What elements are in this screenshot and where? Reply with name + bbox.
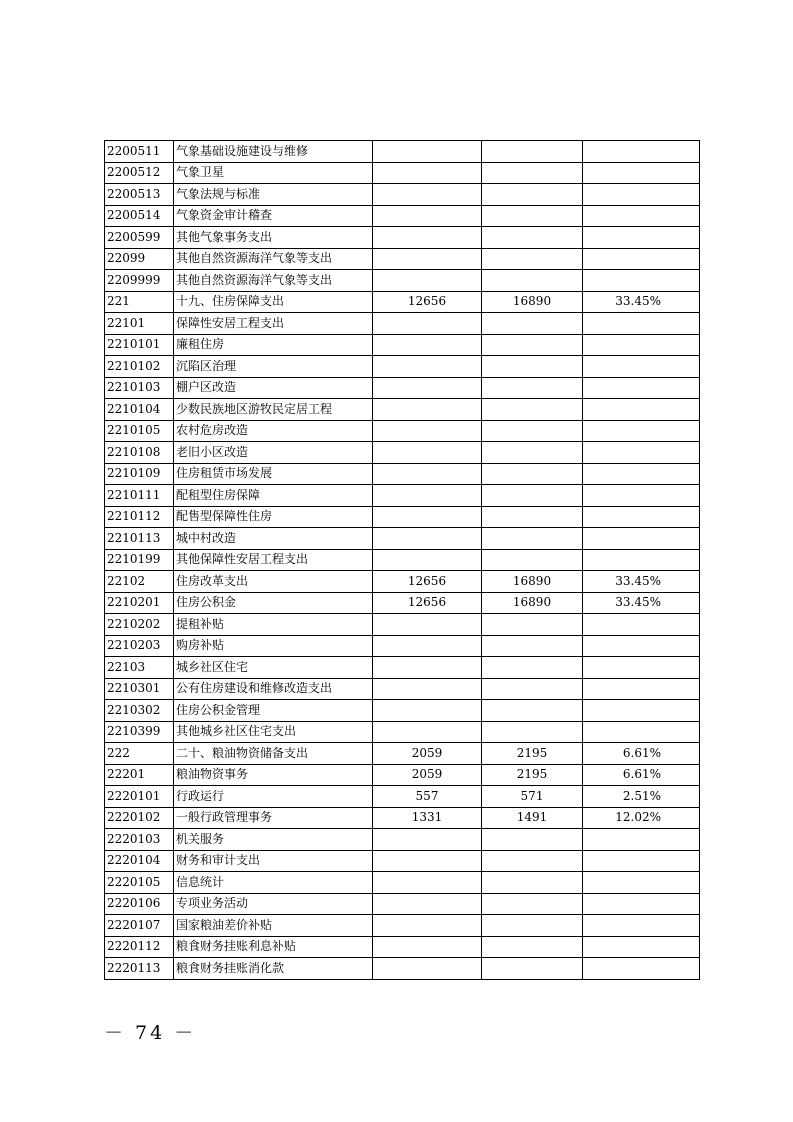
row-name-cell: 农村危房改造 (174, 420, 373, 442)
row-value-1-cell: 12656 (373, 291, 482, 313)
table-row (105, 485, 700, 507)
row-percent-cell (583, 399, 700, 421)
row-name-cell: 国家粮油差价补贴 (174, 915, 373, 937)
row-value-1-cell (373, 356, 482, 378)
table-row (105, 764, 700, 786)
row-value-2-cell: 571 (482, 786, 583, 808)
row-name-cell: 气象基础设施建设与维修 (174, 141, 373, 163)
budget-table (104, 140, 700, 980)
row-code-cell: 2210109 (105, 463, 174, 485)
row-percent-cell (583, 227, 700, 249)
row-value-1-cell (373, 958, 482, 980)
row-value-1-cell: 12656 (373, 592, 482, 614)
table-row (105, 162, 700, 184)
table-row (105, 205, 700, 227)
table-row (105, 399, 700, 421)
row-percent-cell (583, 377, 700, 399)
row-code-cell: 2220103 (105, 829, 174, 851)
row-percent-cell (583, 334, 700, 356)
row-value-2-cell: 1491 (482, 807, 583, 829)
row-value-2-cell (482, 420, 583, 442)
row-percent-cell (583, 915, 700, 937)
row-percent-cell (583, 506, 700, 528)
row-code-cell: 2200599 (105, 227, 174, 249)
row-value-1-cell (373, 721, 482, 743)
row-value-1-cell (373, 377, 482, 399)
row-value-2-cell (482, 506, 583, 528)
row-value-2-cell (482, 141, 583, 163)
row-name-cell: 机关服务 (174, 829, 373, 851)
row-code-cell: 2220107 (105, 915, 174, 937)
row-value-2-cell (482, 399, 583, 421)
table-row (105, 420, 700, 442)
row-code-cell: 2210105 (105, 420, 174, 442)
row-name-cell: 棚户区改造 (174, 377, 373, 399)
row-percent-cell (583, 205, 700, 227)
row-value-1-cell: 12656 (373, 571, 482, 593)
row-percent-cell: 2.51% (583, 786, 700, 808)
row-value-2-cell: 2195 (482, 764, 583, 786)
row-code-cell: 2210108 (105, 442, 174, 464)
row-code-cell: 2210104 (105, 399, 174, 421)
row-value-2-cell (482, 377, 583, 399)
row-percent-cell (583, 549, 700, 571)
row-code-cell: 22101 (105, 313, 174, 335)
row-name-cell: 其他保障性安居工程支出 (174, 549, 373, 571)
row-name-cell: 粮食财务挂账消化款 (174, 958, 373, 980)
row-percent-cell (583, 829, 700, 851)
row-value-1-cell (373, 184, 482, 206)
table-row (105, 915, 700, 937)
row-percent-cell (583, 141, 700, 163)
table-row (105, 184, 700, 206)
row-value-2-cell (482, 958, 583, 980)
table-row (105, 635, 700, 657)
row-value-1-cell (373, 657, 482, 679)
row-code-cell: 2210112 (105, 506, 174, 528)
row-value-2-cell (482, 915, 583, 937)
row-percent-cell (583, 248, 700, 270)
row-code-cell: 2220104 (105, 850, 174, 872)
row-percent-cell: 6.61% (583, 743, 700, 765)
row-value-1-cell (373, 915, 482, 937)
row-value-2-cell (482, 872, 583, 894)
row-code-cell: 221 (105, 291, 174, 313)
row-value-2-cell (482, 721, 583, 743)
table-row (105, 442, 700, 464)
table-row (105, 786, 700, 808)
table-row (105, 743, 700, 765)
row-name-cell: 廉租住房 (174, 334, 373, 356)
row-value-1-cell (373, 442, 482, 464)
row-code-cell: 2200514 (105, 205, 174, 227)
table-row (105, 313, 700, 335)
row-value-2-cell (482, 442, 583, 464)
row-value-1-cell (373, 399, 482, 421)
row-name-cell: 住房公积金管理 (174, 700, 373, 722)
row-code-cell: 2220101 (105, 786, 174, 808)
row-name-cell: 住房公积金 (174, 592, 373, 614)
row-code-cell: 2220113 (105, 958, 174, 980)
row-value-2-cell (482, 184, 583, 206)
row-percent-cell: 12.02% (583, 807, 700, 829)
row-percent-cell (583, 893, 700, 915)
row-name-cell: 一般行政管理事务 (174, 807, 373, 829)
table-row (105, 592, 700, 614)
row-percent-cell (583, 657, 700, 679)
row-percent-cell (583, 614, 700, 636)
row-value-1-cell (373, 829, 482, 851)
row-code-cell: 2200512 (105, 162, 174, 184)
row-percent-cell (583, 313, 700, 335)
row-value-2-cell (482, 850, 583, 872)
row-percent-cell (583, 184, 700, 206)
table-row (105, 528, 700, 550)
row-code-cell: 2210399 (105, 721, 174, 743)
row-code-cell: 22201 (105, 764, 174, 786)
row-code-cell: 2210111 (105, 485, 174, 507)
row-value-1-cell (373, 678, 482, 700)
page-number: － 74 － (104, 1022, 197, 1044)
row-name-cell: 其他自然资源海洋气象等支出 (174, 270, 373, 292)
row-name-cell: 二十、粮油物资储备支出 (174, 743, 373, 765)
row-name-cell: 保障性安居工程支出 (174, 313, 373, 335)
row-code-cell: 22102 (105, 571, 174, 593)
table-row (105, 657, 700, 679)
row-value-2-cell (482, 614, 583, 636)
row-value-1-cell (373, 506, 482, 528)
row-value-1-cell (373, 485, 482, 507)
row-value-2-cell (482, 313, 583, 335)
row-percent-cell: 33.45% (583, 571, 700, 593)
row-name-cell: 少数民族地区游牧民定居工程 (174, 399, 373, 421)
row-value-1-cell (373, 635, 482, 657)
row-percent-cell (583, 872, 700, 894)
row-value-2-cell (482, 936, 583, 958)
row-value-1-cell (373, 162, 482, 184)
table-row (105, 549, 700, 571)
table-row (105, 678, 700, 700)
row-name-cell: 其他城乡社区住宅支出 (174, 721, 373, 743)
row-name-cell: 气象卫星 (174, 162, 373, 184)
row-code-cell: 2220102 (105, 807, 174, 829)
row-value-2-cell: 2195 (482, 743, 583, 765)
table-row (105, 291, 700, 313)
table-row (105, 829, 700, 851)
row-value-1-cell: 2059 (373, 764, 482, 786)
row-value-1-cell (373, 270, 482, 292)
table-row (105, 506, 700, 528)
row-name-cell: 提租补贴 (174, 614, 373, 636)
row-percent-cell (583, 700, 700, 722)
row-percent-cell: 33.45% (583, 592, 700, 614)
row-value-2-cell: 16890 (482, 291, 583, 313)
table-row (105, 141, 700, 163)
row-code-cell: 2209999 (105, 270, 174, 292)
row-percent-cell (583, 463, 700, 485)
row-code-cell: 22103 (105, 657, 174, 679)
row-percent-cell (583, 270, 700, 292)
row-code-cell: 2210202 (105, 614, 174, 636)
row-percent-cell (583, 721, 700, 743)
row-value-1-cell: 2059 (373, 743, 482, 765)
row-name-cell: 老旧小区改造 (174, 442, 373, 464)
row-code-cell: 2200511 (105, 141, 174, 163)
row-name-cell: 粮油物资事务 (174, 764, 373, 786)
row-percent-cell: 33.45% (583, 291, 700, 313)
row-value-1-cell: 1331 (373, 807, 482, 829)
row-code-cell: 2210102 (105, 356, 174, 378)
row-name-cell: 配售型保障性住房 (174, 506, 373, 528)
table-row (105, 334, 700, 356)
row-code-cell: 2210103 (105, 377, 174, 399)
row-value-1-cell (373, 420, 482, 442)
row-value-2-cell (482, 528, 583, 550)
row-code-cell: 2210201 (105, 592, 174, 614)
row-percent-cell (583, 420, 700, 442)
row-name-cell: 十九、住房保障支出 (174, 291, 373, 313)
row-name-cell: 财务和审计支出 (174, 850, 373, 872)
row-code-cell: 2210101 (105, 334, 174, 356)
table-row (105, 807, 700, 829)
table-row (105, 571, 700, 593)
row-value-1-cell (373, 850, 482, 872)
table-row (105, 356, 700, 378)
row-code-cell: 22099 (105, 248, 174, 270)
row-value-2-cell: 16890 (482, 571, 583, 593)
row-name-cell: 公有住房建设和维修改造支出 (174, 678, 373, 700)
row-value-1-cell (373, 893, 482, 915)
row-value-2-cell (482, 227, 583, 249)
table-row (105, 721, 700, 743)
table-row (105, 248, 700, 270)
row-value-2-cell (482, 829, 583, 851)
row-percent-cell (583, 485, 700, 507)
row-value-2-cell (482, 700, 583, 722)
row-name-cell: 专项业务活动 (174, 893, 373, 915)
table-row (105, 377, 700, 399)
row-percent-cell (583, 850, 700, 872)
row-value-1-cell (373, 872, 482, 894)
row-percent-cell (583, 162, 700, 184)
row-name-cell: 其他自然资源海洋气象等支出 (174, 248, 373, 270)
budget-table-body (105, 141, 700, 980)
row-name-cell: 粮食财务挂账利息补贴 (174, 936, 373, 958)
table-row (105, 700, 700, 722)
row-percent-cell (583, 958, 700, 980)
row-code-cell: 2200513 (105, 184, 174, 206)
row-code-cell: 2220105 (105, 872, 174, 894)
row-code-cell: 2210203 (105, 635, 174, 657)
row-name-cell: 城乡社区住宅 (174, 657, 373, 679)
row-percent-cell (583, 635, 700, 657)
row-percent-cell (583, 442, 700, 464)
row-value-2-cell (482, 893, 583, 915)
row-name-cell: 气象资金审计稽查 (174, 205, 373, 227)
row-value-2-cell (482, 334, 583, 356)
row-value-1-cell: 557 (373, 786, 482, 808)
row-name-cell: 行政运行 (174, 786, 373, 808)
row-value-1-cell (373, 334, 482, 356)
row-name-cell: 住房租赁市场发展 (174, 463, 373, 485)
row-code-cell: 2210113 (105, 528, 174, 550)
row-code-cell: 2210199 (105, 549, 174, 571)
row-value-2-cell (482, 270, 583, 292)
table-row (105, 872, 700, 894)
row-value-1-cell (373, 549, 482, 571)
table-row (105, 936, 700, 958)
row-code-cell: 2210301 (105, 678, 174, 700)
table-row (105, 958, 700, 980)
row-value-1-cell (373, 227, 482, 249)
row-name-cell: 配租型住房保障 (174, 485, 373, 507)
row-value-1-cell (373, 248, 482, 270)
row-code-cell: 2220112 (105, 936, 174, 958)
row-value-2-cell (482, 162, 583, 184)
row-value-2-cell (482, 635, 583, 657)
table-row (105, 850, 700, 872)
row-name-cell: 信息统计 (174, 872, 373, 894)
table-row (105, 893, 700, 915)
row-code-cell: 2210302 (105, 700, 174, 722)
row-value-1-cell (373, 936, 482, 958)
row-value-1-cell (373, 141, 482, 163)
row-value-2-cell (482, 205, 583, 227)
row-name-cell: 气象法规与标准 (174, 184, 373, 206)
row-percent-cell (583, 528, 700, 550)
row-percent-cell (583, 678, 700, 700)
row-value-1-cell (373, 205, 482, 227)
row-value-2-cell: 16890 (482, 592, 583, 614)
row-value-2-cell (482, 549, 583, 571)
row-name-cell: 购房补贴 (174, 635, 373, 657)
row-percent-cell (583, 936, 700, 958)
table-row (105, 227, 700, 249)
row-value-2-cell (482, 678, 583, 700)
table-row (105, 614, 700, 636)
table-row (105, 463, 700, 485)
row-name-cell: 其他气象事务支出 (174, 227, 373, 249)
row-value-2-cell (482, 248, 583, 270)
row-percent-cell: 6.61% (583, 764, 700, 786)
row-name-cell: 住房改革支出 (174, 571, 373, 593)
row-value-2-cell (482, 485, 583, 507)
row-value-1-cell (373, 614, 482, 636)
row-name-cell: 沉陷区治理 (174, 356, 373, 378)
row-name-cell: 城中村改造 (174, 528, 373, 550)
row-code-cell: 2220106 (105, 893, 174, 915)
row-value-1-cell (373, 700, 482, 722)
row-value-1-cell (373, 528, 482, 550)
row-percent-cell (583, 356, 700, 378)
table-row (105, 270, 700, 292)
row-value-2-cell (482, 657, 583, 679)
row-value-2-cell (482, 356, 583, 378)
row-value-1-cell (373, 313, 482, 335)
row-code-cell: 222 (105, 743, 174, 765)
row-value-1-cell (373, 463, 482, 485)
row-value-2-cell (482, 463, 583, 485)
